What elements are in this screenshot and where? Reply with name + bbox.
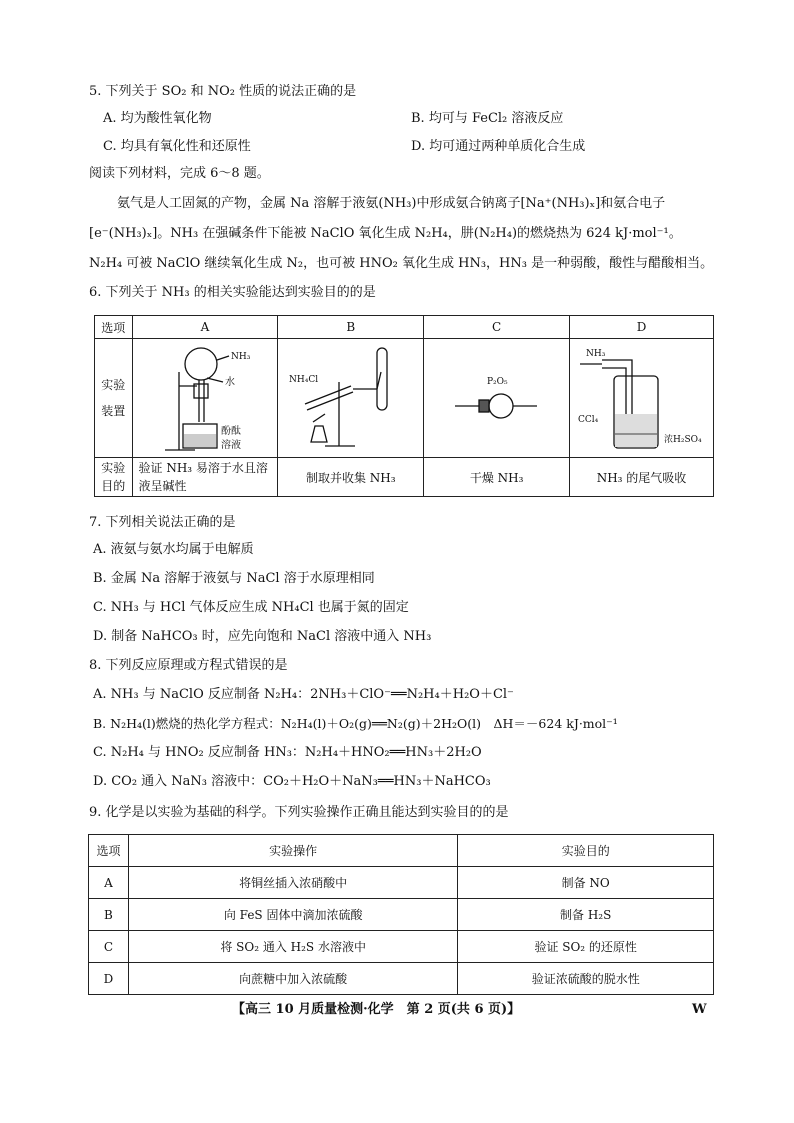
table-row [89,931,714,963]
q5-option-c: C. 均具有氧化性和还原性 [103,139,251,154]
label-d-h2so4: 浓H₂SO₄ [663,435,702,445]
q6-stem: 6. 下列关于 NH₃ 的相关实验能达到实验目的的是 [89,285,376,300]
material-line-3: N₂H₄ 可被 NaClO 继续氧化生成 N₂，也可被 HNO₂ 氧化生成 HN₃，HN₃ 是一种弱酸，酸性与醋酸相当。 [89,256,714,271]
q7-option-b: B. 金属 Na 溶解于液氨与 NaCl 溶于水原理相同 [93,571,375,586]
label-a-phenolphthalein: 酚酞 [220,426,241,437]
q9-row-b-operation: 向 FeS 固体中滴加浓硫酸 [128,899,457,931]
label-b-nh4cl: NH₄Cl [288,375,318,385]
drying-tube-diagram [427,342,567,454]
q8-option-a: A. NH₃ 与 NaClO 反应制备 N₂H₄：2NH₃＋ClO⁻══N₂H₄＋H₂O＋Cl⁻ [93,687,514,702]
nh3-prep-apparatus-diagram [281,342,421,454]
q6-head-a: A [132,316,278,339]
q9-row-b-option: B [89,899,129,931]
table-row [89,867,714,899]
q6-header-row [95,316,714,339]
material-line-1: 氨气是人工固氮的产物，金属 Na 溶解于液氨(NH₃)中形成氨合钠离子[Na⁺(NH₃)ₓ]和氨合电子 [117,196,666,211]
q6-head-d: D [570,316,714,339]
q6-head-b: B [278,316,424,339]
q7-option-d: D. 制备 NaHCO₃ 时，应先向饱和 NaCl 溶液中通入 NH₃ [93,629,432,644]
table-row [89,899,714,931]
q6-purpose-d: NH₃ 的尾气吸收 [570,458,714,497]
q6-row-label-purpose: 实验目的 [95,458,133,497]
gas-absorption-bottle-diagram [572,342,712,454]
label-c-p2o5: P₂O₅ [486,377,508,387]
q7-option-a: A. 液氨与氨水均属于电解质 [93,542,254,557]
apparatus-d [570,339,714,458]
q9-stem: 9. 化学是以实验为基础的科学。下列实验操作正确且能达到实验目的的是 [89,805,509,820]
q6-head-option: 选项 [95,316,133,339]
q6-purpose-b: 制取并收集 NH₃ [278,458,424,497]
q9-row-a-option: A [89,867,129,899]
apparatus-c [424,339,570,458]
footer-mark: W [692,1002,707,1017]
q5-option-b: B. 均可与 FeCl₂ 溶液反应 [411,111,564,126]
q6-apparatus-row [95,339,714,458]
label-a-nh3: NH₃ [230,352,251,362]
label-d-ccl4: CCl₄ [577,415,598,425]
q9-row-c-operation: 将 SO₂ 通入 H₂S 水溶液中 [128,931,457,963]
q9-row-d-purpose: 验证浓硫酸的脱水性 [458,963,714,995]
q8-option-b: B. N₂H₄(l)燃烧的热化学方程式：N₂H₄(l)＋O₂(g)══N₂(g)＋2H₂O(l) ΔH＝－624 kJ·mol⁻¹ [93,716,618,731]
q9-row-d-operation: 向蔗糖中加入浓硫酸 [128,963,457,995]
q7-stem: 7. 下列相关说法正确的是 [89,515,236,530]
fountain-apparatus-diagram [135,342,275,454]
page-footer: 【高三 10 月质量检测·化学 第 2 页(共 6 页)】 [232,1002,521,1017]
q8-option-c: C. N₂H₄ 与 HNO₂ 反应制备 HN₃：N₂H₄＋HNO₂══HN₃＋2H₂O [93,745,482,760]
material-line-2: [e⁻(NH₃)ₓ]。NH₃ 在强碱条件下能被 NaClO 氧化生成 N₂H₄，肼(N₂H₄)的燃烧热为 624 kJ·mol⁻¹。 [89,226,682,241]
q9-row-d-option: D [89,963,129,995]
q9-row-c-option: C [89,931,129,963]
q9-row-b-purpose: 制备 H₂S [458,899,714,931]
q9-row-a-operation: 将铜丝插入浓硝酸中 [128,867,457,899]
label-d-nh3: NH₃ [585,349,605,359]
q6-purpose-c: 干燥 NH₃ [424,458,570,497]
q6-purpose-a: 验证 NH₃ 易溶于水且溶液呈碱性 [132,458,278,497]
material-intro: 阅读下列材料，完成 6～8 题。 [89,166,270,181]
apparatus-a [132,339,278,458]
q6-table [94,315,714,497]
q6-purpose-row [95,458,714,497]
q5-option-a: A. 均为酸性氧化物 [103,111,212,126]
q7-option-c: C. NH₃ 与 HCl 气体反应生成 NH₄Cl 也属于氮的固定 [93,600,409,615]
q9-head-option: 选项 [89,835,129,867]
table-row [89,963,714,995]
q8-option-d: D. CO₂ 通入 NaN₃ 溶液中：CO₂＋H₂O＋NaN₃══HN₃＋NaHCO₃ [93,774,491,789]
q9-table [88,834,714,995]
label-a-solution: 溶液 [220,440,241,451]
q9-header-row [89,835,714,867]
q8-stem: 8. 下列反应原理或方程式错误的是 [89,658,288,673]
q5-option-d: D. 均可通过两种单质化合生成 [411,139,586,154]
q9-head-purpose: 实验目的 [458,835,714,867]
label-a-water: 水 [224,377,235,388]
q6-head-c: C [424,316,570,339]
q5-stem: 5. 下列关于 SO₂ 和 NO₂ 性质的说法正确的是 [89,84,357,99]
apparatus-b [278,339,424,458]
q9-head-operation: 实验操作 [128,835,457,867]
q9-row-c-purpose: 验证 SO₂ 的还原性 [458,931,714,963]
q9-row-a-purpose: 制备 NO [458,867,714,899]
q6-row-label-apparatus: 实验装置 [95,339,133,458]
